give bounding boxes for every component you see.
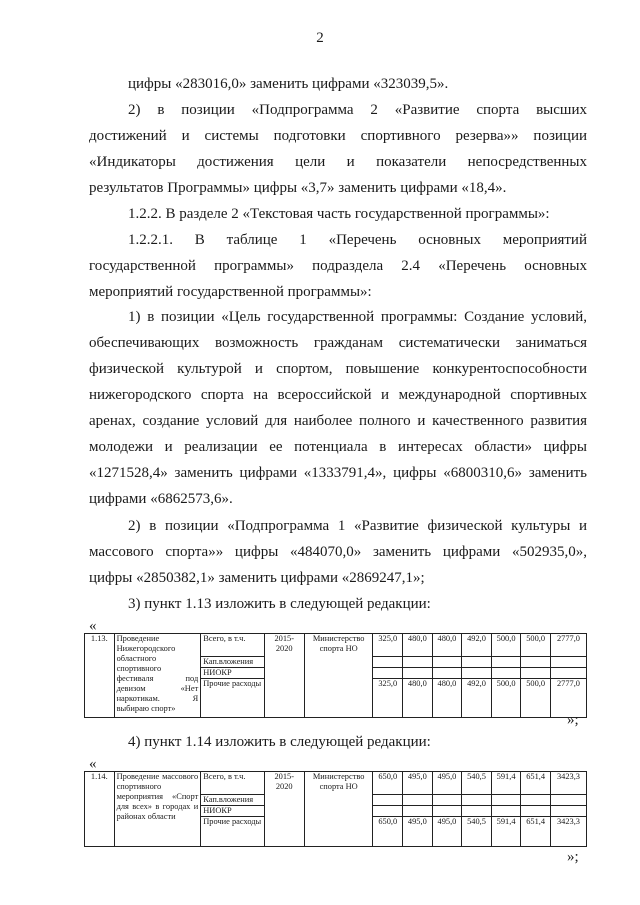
value-cell: 591,4 [491,772,521,795]
value-cell: 500,0 [521,634,551,657]
value-cell: 492,0 [462,679,492,718]
text-line: государственной программы» подраздела 2.4 «Перечень основных [89,258,587,274]
text-line: «1271528,4» заменить цифрами «1333791,4», цифры «6800310,6» заменить [89,465,587,481]
value-cell: 3423,3 [550,817,586,847]
text-line: 1) в позиции «Цель государственной программы: Создание условий, [128,309,587,325]
value-cell: 651,4 [521,817,551,847]
row-label: Кап.вложения [201,795,264,806]
item-name: Проведение массового спортивного мероприятия «Спорт для всех» в городах и районах области [114,772,201,847]
text-line: достижений и системы подготовки спортивного резерва»» позиции [89,128,587,144]
text-line: 3) пункт 1.13 изложить в следующей редакции: [128,596,431,612]
table-item-1-14 [84,771,587,847]
text-line: нижегородского спорта на всероссийской и международной спортивных [89,387,587,403]
opening-quote: « [89,756,97,772]
row-label: Всего, в т.ч. [201,634,264,657]
executor: Министерство спорта НО [304,634,373,718]
text-line: физической культурой и спортом, повышение конкурентоспособности [89,361,587,377]
value-cell: 495,0 [432,772,462,795]
executor: Министерство спорта НО [304,772,373,847]
text-line: 4) пункт 1.14 изложить в следующей редакции: [128,734,431,750]
value-cell: 540,5 [462,772,492,795]
value-cell: 650,0 [373,772,403,795]
period: 2015-2020 [264,772,304,847]
table-row [85,634,587,657]
text-line: 1.2.2. В разделе 2 «Текстовая часть государственной программы»: [128,206,550,222]
row-label: Прочие расходы [201,817,264,847]
value-cell: 540,5 [462,817,492,847]
row-label: Кап.вложения [201,657,264,668]
text-line: молодежи и реализации ее потенциала в интересах области» цифры [89,439,587,455]
value-cell: 2777,0 [550,634,586,657]
text-line: «Индикаторы достижения цели и показатели непосредственных [89,154,587,170]
row-label: Всего, в т.ч. [201,772,264,795]
closing-quote: »; [567,712,579,728]
value-cell: 650,0 [373,817,403,847]
text-line: 1.2.2.1. В таблице 1 «Перечень основных мероприятий [128,232,587,248]
item-number: 1.13. [85,634,115,718]
value-cell: 500,0 [491,634,521,657]
page-number: 2 [316,30,324,46]
text-line: 2) в позиции «Подпрограмма 2 «Развитие спорта высших [128,102,587,118]
text-line: результатов Программы» цифры «3,7» заменить цифрами «18,4». [89,180,507,196]
value-cell: 325,0 [373,679,403,718]
value-cell: 3423,3 [550,772,586,795]
value-cell: 480,0 [432,634,462,657]
text-line: 2) в позиции «Подпрограмма 1 «Развитие физической культуры и [128,518,587,534]
value-cell: 480,0 [403,679,433,718]
text-line: цифрами «6862573,6». [89,491,233,507]
value-cell: 492,0 [462,634,492,657]
row-label: НИОКР [201,668,264,679]
value-cell: 500,0 [521,679,551,718]
period: 2015-2020 [264,634,304,718]
value-cell: 325,0 [373,634,403,657]
value-cell: 495,0 [432,817,462,847]
value-cell: 495,0 [403,817,433,847]
value-cell: 591,4 [491,817,521,847]
value-cell: 495,0 [403,772,433,795]
row-label: Прочие расходы [201,679,264,718]
text-line: мероприятий государственной программы»: [89,284,372,300]
value-cell: 651,4 [521,772,551,795]
opening-quote: « [89,618,97,634]
table-row [85,772,587,795]
table-item-1-13 [84,633,587,718]
item-number: 1.14. [85,772,115,847]
value-cell: 2777,0 [550,679,586,718]
text-line: обеспечивающих возможность гражданам систематически заниматься [89,335,587,351]
text-line: цифры «283016,0» заменить цифрами «323039,5». [128,76,449,92]
text-line: массового спорта»» цифры «484070,0» заменить цифрами «502935,0», [89,544,587,560]
value-cell: 500,0 [491,679,521,718]
text-line: цифры «2850382,1» заменить цифрами «2869247,1»; [89,570,425,586]
value-cell: 480,0 [403,634,433,657]
text-line: аренах, создание условий для наиболее полного и качественного развития [89,413,587,429]
closing-quote: »; [567,849,579,865]
item-name: Проведение Нижегородского областного спортивного фестиваля под девизом «Нет наркотикам. Я выбираю спорт» [114,634,201,718]
value-cell: 480,0 [432,679,462,718]
row-label: НИОКР [201,806,264,817]
